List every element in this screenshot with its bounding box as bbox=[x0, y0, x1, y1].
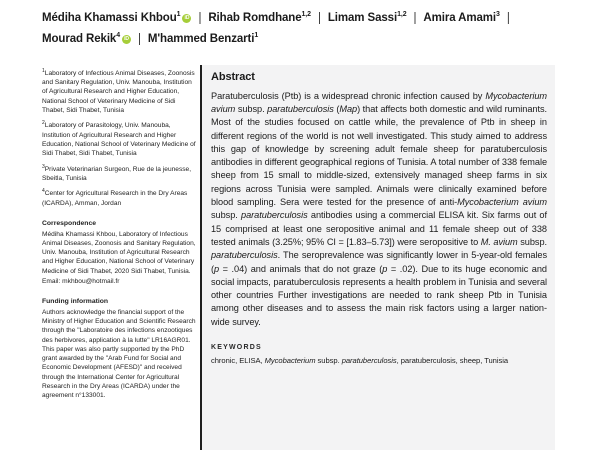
keywords-heading: KEYWORDS bbox=[211, 344, 262, 351]
correspondence-text: Médiha Khamassi Khbou, Laboratory of Infectious Animal Diseases, Zoonosis and Sanitary Regulation, Univ. Manouba, Institution of Agricultural Research and Higher Education, National School of Veterinary Medicine of Sidi Thabet, 2020 Sidi Thabet, Tunisia. bbox=[42, 230, 196, 275]
abstract-heading: Abstract bbox=[211, 70, 255, 83]
affiliation-3: $^3$Private Veterinarian Surgeon, Rue de la jeunesse, Sbeitla, Tunisia bbox=[42, 163, 192, 183]
author-separator: | bbox=[138, 32, 141, 46]
author-affiliation-sup: 1,2 bbox=[397, 11, 407, 18]
orcid-icon[interactable]: iD bbox=[182, 14, 191, 23]
author-separator: | bbox=[198, 11, 202, 25]
funding-heading: Funding information bbox=[42, 298, 109, 306]
sidebar-metadata bbox=[42, 65, 198, 450]
author-separator: | bbox=[413, 11, 417, 25]
author-separator: | bbox=[317, 11, 321, 25]
author-name: Mourad Rekik$^4$ iD bbox=[42, 33, 131, 45]
author-name: Rihab Romdhane$^{1,2}$ bbox=[208, 11, 311, 24]
email-link[interactable]: mkhbou@hotmail.fr bbox=[62, 278, 120, 286]
author-affiliation-sup: 3 bbox=[496, 11, 500, 18]
author-name: Amira Amami$^3$ bbox=[423, 11, 500, 24]
affiliation-1: $^1$Laboratory of Infectious Animal Diseases, Zoonosis and Sanitary Regulation, Univ. Manouba, Institution of Agricultural Research and Higher Education, National School of Veterinary Medicine of Sidi Thabet, Sidi Thabet, Tunisia bbox=[42, 67, 195, 115]
author-name: Médiha Khamassi Khbou$^1$ iD bbox=[42, 12, 191, 24]
author-byline bbox=[42, 6, 564, 48]
author-affiliation-sup: 1 bbox=[176, 11, 181, 18]
correspondence-heading: Correspondence bbox=[42, 220, 97, 228]
author-name: Limam Sassi$^{1,2}$ bbox=[327, 11, 407, 24]
author-affiliation-sup: 4 bbox=[116, 31, 121, 39]
author-name: M'hammed Benzarti$^1$ bbox=[147, 31, 259, 45]
abstract-paragraph: Paratuberculosis (Ptb) is a widespread chronic infection caused by Mycobacterium avium subsp. paratuberculosis (Map) that affects both domestic and wild ruminants. Most of the studies focused on cattle while, the prevalence of Ptb in sheep in different regions of the world is not well investigated. This study aimed to address this gap of knowledge by screening adult female sheep for paratuberculosis antibodies in different geographical regions of Tunisia. A total number of 338 female sheep from 15 small to middle-sized, extensively managed sheep farms in six regions across Tunisia were sampled. Animals were clinically examined before blood sampling. Sera were tested for the presence of anti-Mycobacterium avium subsp. paratuberculosis antibodies using a commercial ELISA kit. Six farms out of 15 comprised at least one seropositive animal and 11 female sheep out of 338 tested animals (3.25%; 95% CI = [1.83–5.73]) were seropositive to M. avium subsp. paratuberculosis. The seroprevalence was significantly lower in 5-year-old females (p = .04) and animals that do not graze (p = .02). Due to its huge economic and social impacts, paratuberculosis represents a health problem in Tunisia and several other countries Further investigations are needed to rank sheep Ptb in Tunisia among other diseases and to assess the main risk factors using a larger nation-wide survey. bbox=[211, 90, 548, 327]
orcid-icon[interactable]: iD bbox=[122, 35, 131, 44]
author-affiliation-sup: 1,2 bbox=[301, 11, 311, 18]
content-columns bbox=[42, 65, 560, 450]
affiliation-4: $^4$Center for Agricultural Research in the Dry Areas (ICARDA), Amman, Jordan bbox=[42, 188, 188, 207]
author-separator: | bbox=[506, 11, 510, 25]
keywords-list: chronic, ELISA, Mycobacterium subsp. paratuberculosis, paratuberculosis, sheep, Tunisia bbox=[211, 356, 509, 365]
abstract-section bbox=[200, 65, 555, 450]
affiliation-2: $^2$Laboratory of Parasitology, Univ. Manouba, Institution of Agricultural Research and Higher Education, National School of Veterinary Medicine of Sidi Thabet, Sidi Thabet, Tunisia bbox=[42, 120, 196, 158]
funding-text: Authors acknowledge the financial support of the Ministry of Higher Education and Scientific Research through the "Laboratoire des infections enzootiques des herbivores, application à la lutte" LR16AGR01. This paper was also partly supported by the PhD grant awarded by the "Arab Fund for Social and Economic Development (AFESD)" and received through the International Center for Agricultural Research in the Dry Areas (ICARDA) under the agreement n°133001. bbox=[42, 308, 196, 400]
email-label: Email: bbox=[42, 278, 63, 286]
author-affiliation-sup: 1 bbox=[254, 31, 259, 39]
correspondence-email-line bbox=[42, 277, 198, 286]
